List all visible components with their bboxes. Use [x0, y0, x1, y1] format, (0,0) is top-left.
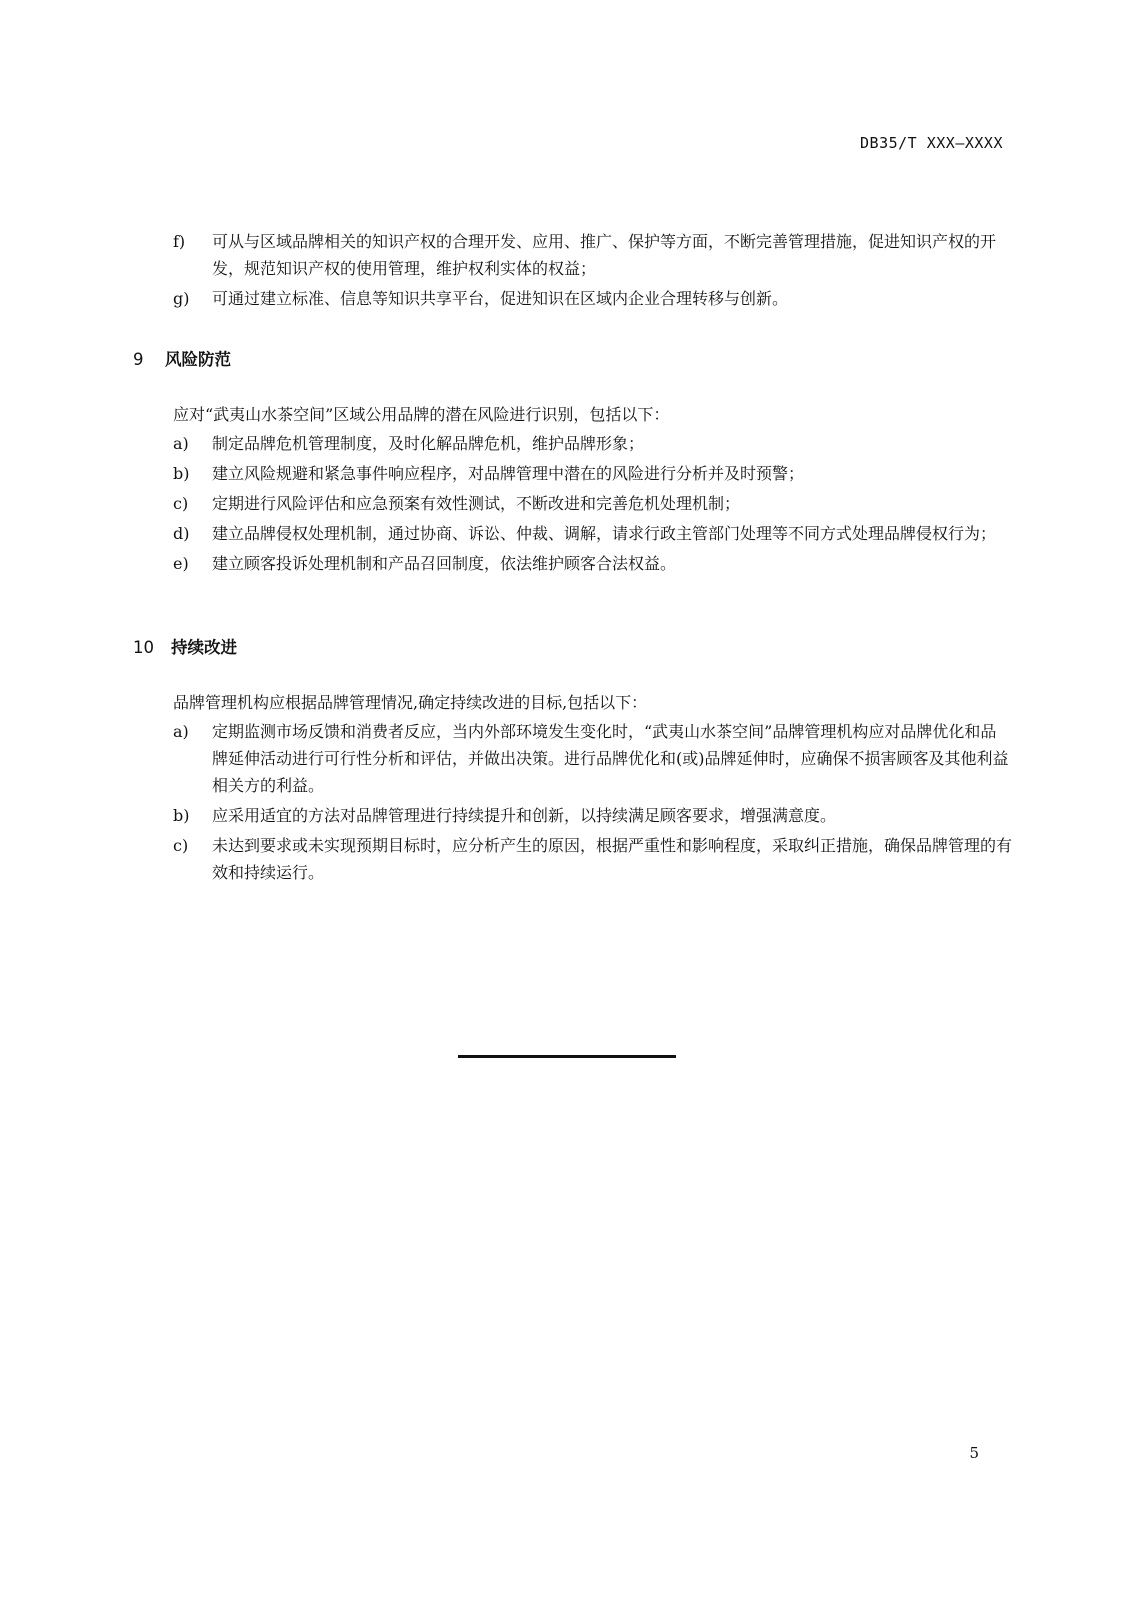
section-intro: 品牌管理机构应根据品牌管理情况,确定持续改进的目标,包括以下： — [173, 693, 648, 712]
section-number: 9 — [133, 350, 144, 369]
list-text: 建立风险规避和紧急事件响应程序，对品牌管理中潜在的风险进行分析并及时预警； — [212, 464, 805, 483]
list-marker: e) — [173, 554, 189, 573]
list-text: 制定品牌危机管理制度，及时化解品牌危机，维护品牌形象； — [212, 434, 645, 453]
section-intro: 应对“武夷山水茶空间”区域公用品牌的潜在风险进行识别，包括以下： — [173, 405, 670, 424]
list-text: 未达到要求或未实现预期目标时，应分析产生的原因，根据严重性和影响程度，采取纠正措施，确保品牌管理的有效和持续运行。 — [212, 836, 1013, 882]
list-marker: a) — [173, 434, 189, 453]
list-marker: g) — [173, 289, 190, 308]
list-item — [0, 285, 1012, 312]
document-code: DB35/T XXX—XXXX — [860, 134, 1003, 152]
section-heading-9 — [133, 346, 231, 370]
list-text: 建立品牌侵权处理机制，通过协商、诉讼、仲裁、调解，请求行政主管部门处理等不同方式处理品牌侵权行为； — [212, 524, 997, 543]
list-item — [0, 490, 1012, 517]
list-marker: b) — [173, 464, 190, 483]
list-item — [0, 460, 1012, 487]
section-10-list — [0, 718, 1131, 886]
list-item — [0, 430, 1012, 457]
list-item — [0, 550, 1012, 577]
page-number: 5 — [969, 1444, 979, 1462]
list-text: 应采用适宜的方法对品牌管理进行持续提升和创新，以持续满足顾客要求，增强满意度。 — [212, 806, 837, 825]
section-title: 持续改进 — [171, 638, 237, 657]
continued-list — [0, 228, 1131, 312]
list-text: 可通过建立标准、信息等知识共享平台，促进知识在区域内企业合理转移与创新。 — [212, 289, 789, 308]
list-text: 建立顾客投诉处理机制和产品召回制度，依法维护顾客合法权益。 — [212, 554, 677, 573]
list-text: 定期进行风险评估和应急预案有效性测试，不断改进和完善危机处理机制； — [212, 494, 741, 513]
list-item — [0, 718, 1012, 799]
section-title: 风险防范 — [165, 350, 231, 369]
list-marker: d) — [173, 524, 190, 543]
section-9-list — [0, 430, 1131, 577]
list-item — [0, 832, 1012, 886]
list-marker: b) — [173, 806, 190, 825]
section-number: 10 — [133, 638, 154, 657]
end-of-document-rule — [458, 1055, 676, 1058]
list-marker: c) — [173, 494, 189, 513]
list-item — [0, 228, 1012, 282]
list-marker: f) — [173, 232, 186, 251]
list-item — [0, 520, 1012, 547]
list-text: 可从与区域品牌相关的知识产权的合理开发、应用、推广、保护等方面，不断完善管理措施，促进知识产权的开发，规范知识产权的使用管理，维护权利实体的权益； — [212, 232, 997, 278]
list-text: 定期监测市场反馈和消费者反应，当内外部环境发生变化时，“武夷山水茶空间”品牌管理机构应对品牌优化和品牌延伸活动进行可行性分析和评估，并做出决策。进行品牌优化和(或)品牌延伸时，应确保不损害顾客及其他利益相关方的利益。 — [212, 722, 1009, 795]
list-marker: c) — [173, 836, 189, 855]
list-item — [0, 802, 1012, 829]
section-heading-10 — [133, 634, 237, 658]
list-marker: a) — [173, 722, 189, 741]
